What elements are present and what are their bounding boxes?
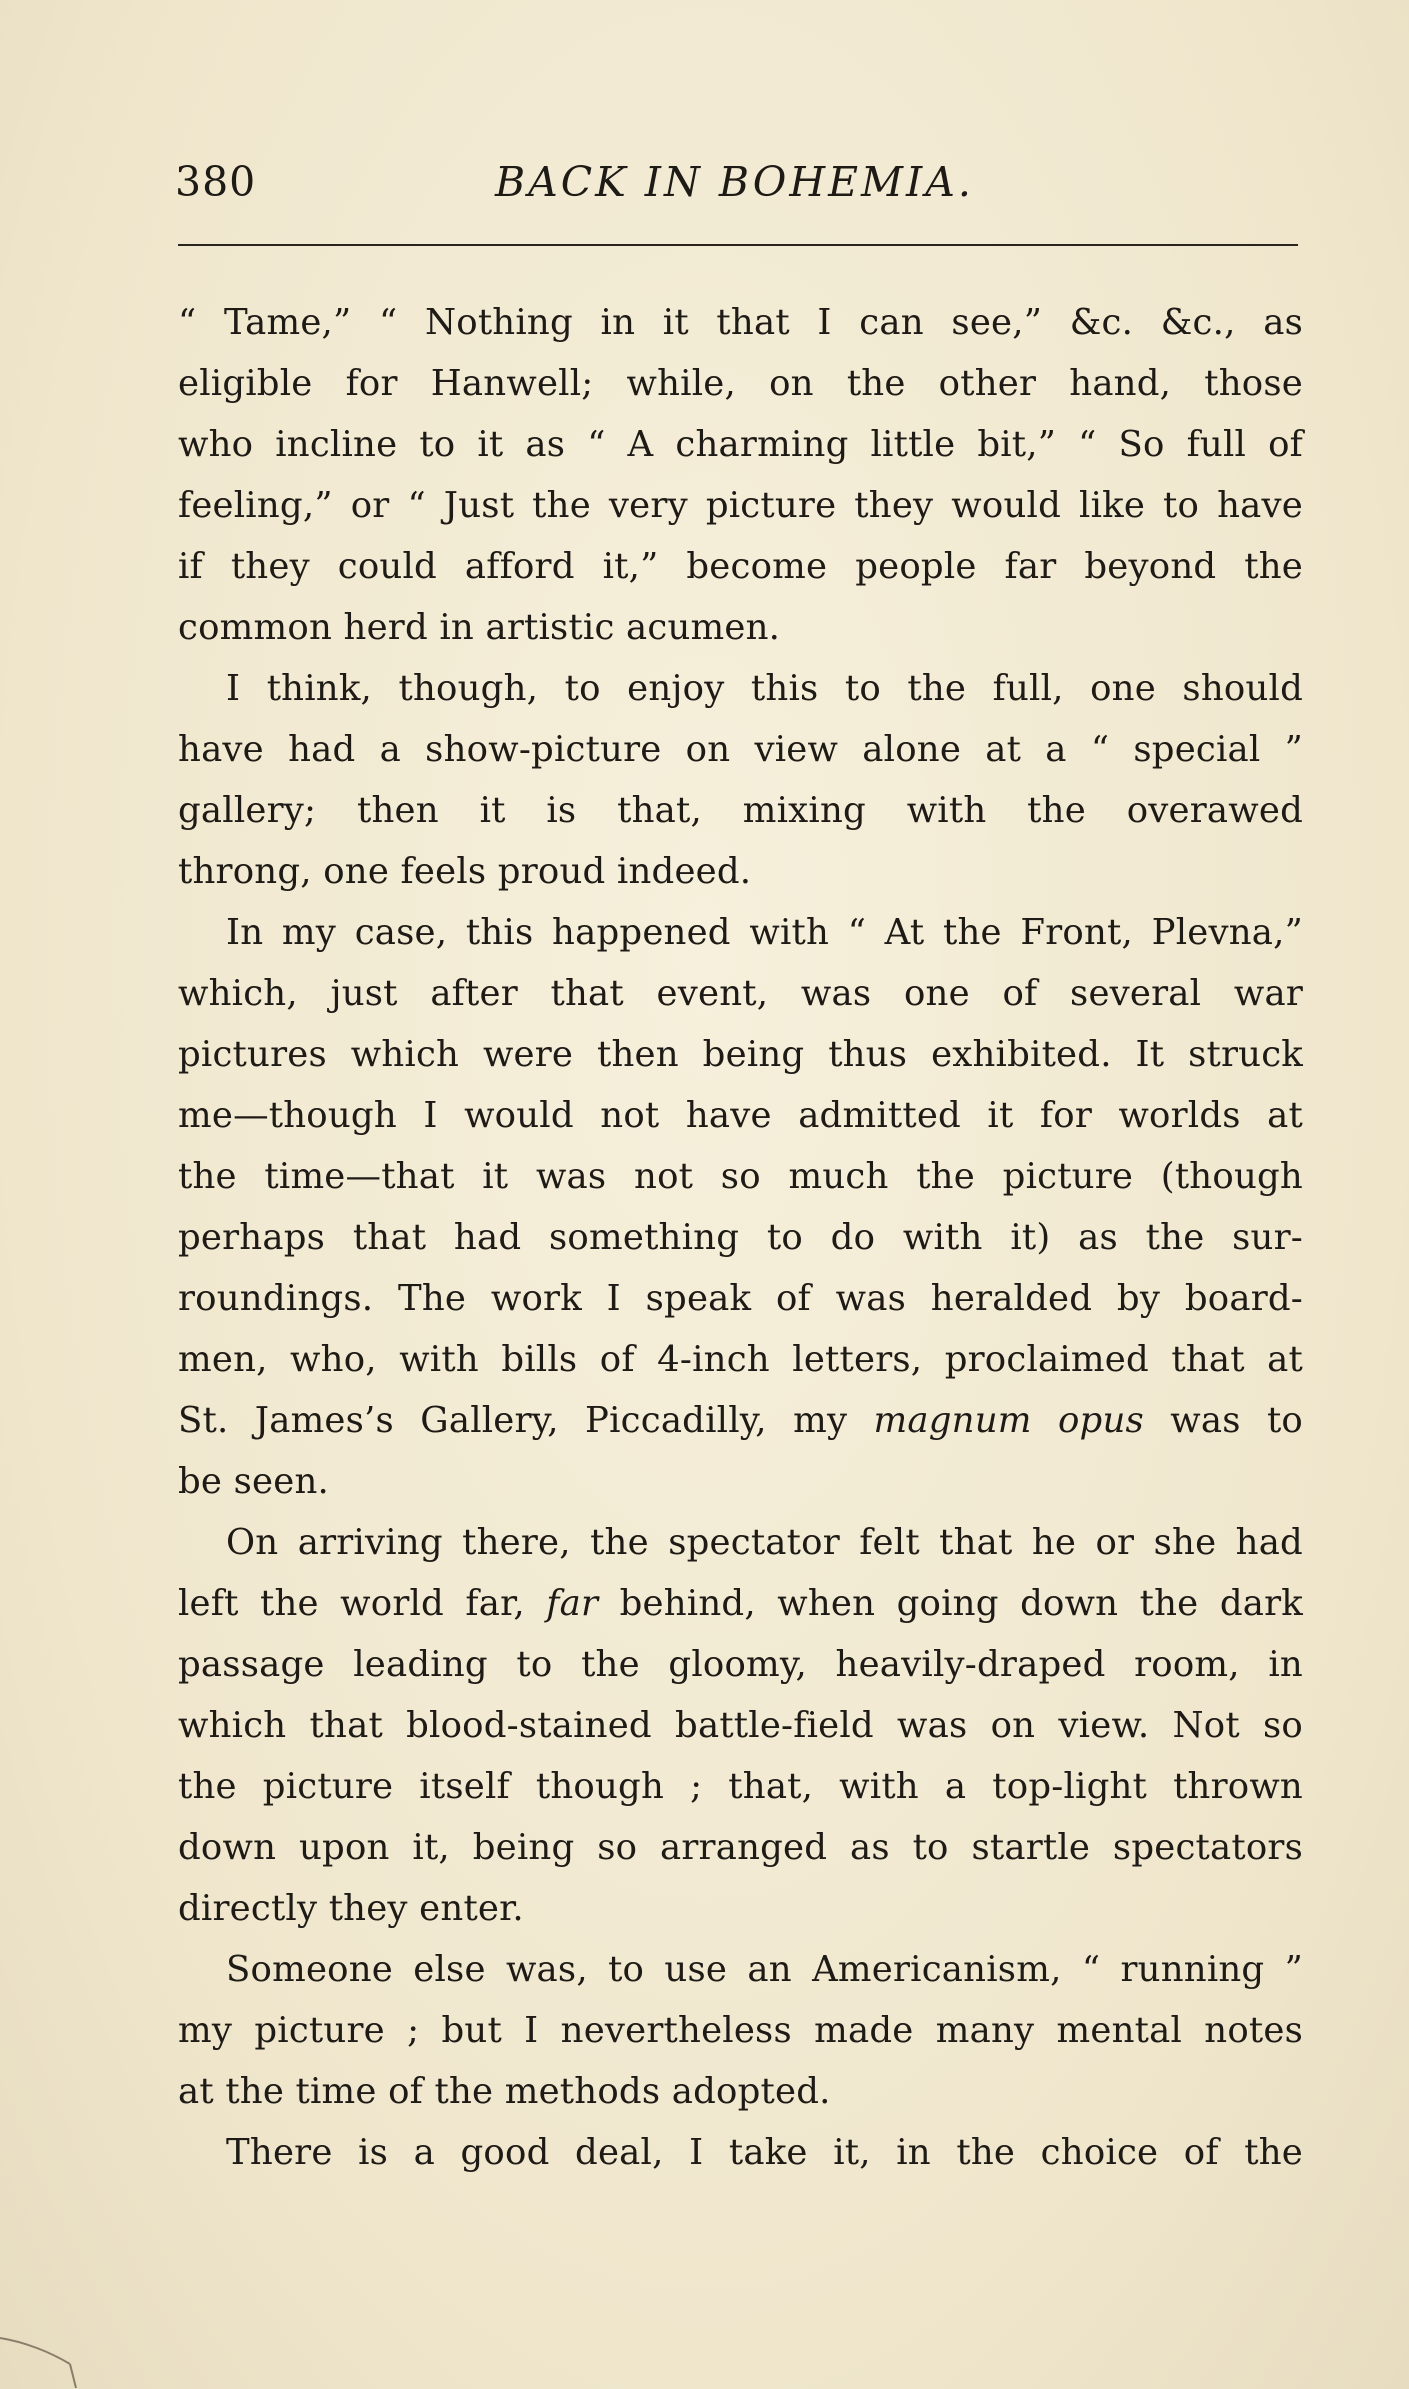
text-line: There is a good deal, I take it, in the choice of the xyxy=(226,2132,1303,2173)
text-segment: was to xyxy=(1143,1400,1303,1441)
text-segment: St. James’s Gallery, Piccadilly, my xyxy=(178,1400,874,1441)
italic-phrase: magnum opus xyxy=(873,1400,1144,1441)
text-line: if they could afford it,” become people far beyond the xyxy=(178,546,1303,587)
text-line: the picture itself though ; that, with a top-light thrown xyxy=(178,1766,1303,1807)
running-title: BACK IN BOHEMIA. xyxy=(495,158,974,206)
text-line: me—though I would not have admitted it for worlds at xyxy=(178,1095,1303,1136)
italic-phrase: far xyxy=(546,1583,599,1624)
text-line: gallery; then it is that, mixing with the overawed xyxy=(178,790,1303,831)
text-line: which, just after that event, was one of several war xyxy=(178,973,1303,1014)
text-line: common herd in artistic acumen. xyxy=(178,607,781,648)
text-line: eligible for Hanwell; while, on the other hand, those xyxy=(178,363,1303,404)
text-line: In my case, this happened with “ At the Front, Plevna,” xyxy=(226,912,1303,953)
margin-pencil-mark xyxy=(0,2330,90,2389)
text-line: men, who, with bills of 4-inch letters, proclaimed that at xyxy=(178,1339,1303,1380)
text-line: pictures which were then being thus exhibited. It struck xyxy=(178,1034,1303,1075)
text-line: passage leading to the gloomy, heavily-draped room, in xyxy=(178,1644,1303,1685)
text-line: who incline to it as “ A charming little bit,” “ So full of xyxy=(178,424,1303,465)
text-line: directly they enter. xyxy=(178,1888,524,1929)
text-line: be seen. xyxy=(178,1461,330,1502)
text-segment: On arriving there, the spectator felt that he or she had xyxy=(226,1522,1303,1563)
text-line xyxy=(178,1390,1303,1451)
body-text xyxy=(178,292,1303,2183)
page-header xyxy=(175,158,1305,218)
text-line: down upon it, being so arranged as to startle spectators xyxy=(178,1827,1303,1868)
text-line: my picture ; but I nevertheless made many mental notes xyxy=(178,2010,1303,2051)
text-segment: left the world far, xyxy=(178,1583,547,1624)
text-line: have had a show-picture on view alone at a “ special ” xyxy=(178,729,1303,770)
header-rule xyxy=(178,244,1298,246)
text-line: which that blood-stained battle-field was on view. Not so xyxy=(178,1705,1303,1746)
text-line xyxy=(178,1573,1303,1634)
text-line: Someone else was, to use an Americanism, “ running ” xyxy=(226,1949,1303,1990)
text-segment: behind, when going down the dark xyxy=(598,1583,1303,1624)
text-line: I think, though, to enjoy this to the full, one should xyxy=(226,668,1303,709)
text-line: “ Tame,” “ Nothing in it that I can see,” &c. &c., as xyxy=(178,302,1303,343)
text-line: feeling,” or “ Just the very picture they would like to have xyxy=(178,485,1303,526)
page-number: 380 xyxy=(175,158,257,206)
text-line xyxy=(178,1512,1303,1573)
text-line: perhaps that had something to do with it) as the sur- xyxy=(178,1217,1303,1258)
text-line: the time—that it was not so much the picture (though xyxy=(178,1156,1303,1197)
text-line: throng, one feels proud indeed. xyxy=(178,851,752,892)
text-line: at the time of the methods adopted. xyxy=(178,2071,831,2112)
text-line: roundings. The work I speak of was heralded by board- xyxy=(178,1278,1303,1319)
